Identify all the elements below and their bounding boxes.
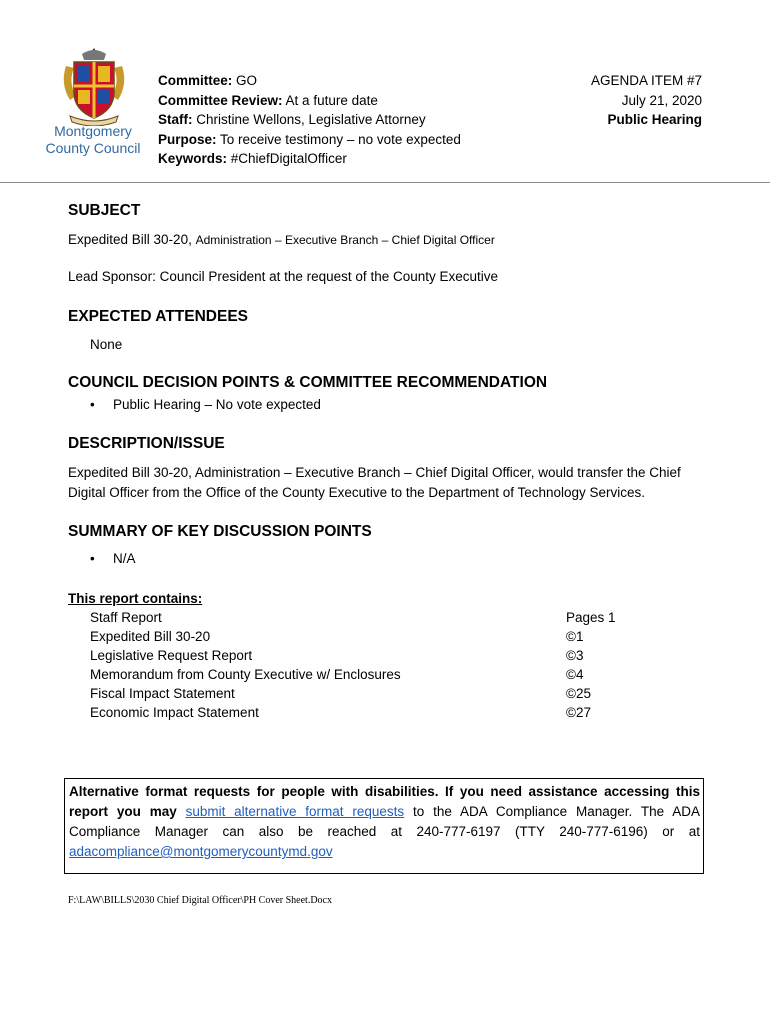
review-label: Committee Review: — [158, 92, 283, 108]
subject-heading: SUBJECT — [68, 202, 141, 219]
keywords-line — [158, 149, 461, 169]
list-item: Fiscal Impact Statement — [90, 686, 235, 701]
decision-heading: COUNCIL DECISION POINTS & COMMITTEE RECOMMENDATION — [68, 374, 548, 391]
committee-value: GO — [232, 73, 258, 88]
staff-line — [158, 110, 461, 130]
description-line-2: Digital Officer from the Office of the County Executive to the Department of Technology Services. — [68, 485, 646, 500]
subject-bill-title: Administration – Executive Branch – Chief Digital Officer — [195, 233, 495, 247]
summary-heading: SUMMARY OF KEY DISCUSSION POINTS — [68, 523, 372, 540]
attendees-value: None — [90, 337, 123, 352]
lead-sponsor: Lead Sponsor: Council President at the request of the County Executive — [68, 269, 499, 284]
description-line-1: Expedited Bill 30-20, Administration – Executive Branch – Chief Digital Officer, would transfer the Chief — [68, 465, 681, 480]
council-name — [40, 123, 146, 157]
page-ref: ©27 — [566, 705, 591, 720]
description-heading: DESCRIPTION/ISSUE — [68, 435, 225, 452]
attendees-heading: EXPECTED ATTENDEES — [68, 308, 248, 325]
agenda-info — [591, 71, 702, 130]
alternative-format-link[interactable]: submit alternative format requests — [185, 804, 405, 819]
report-contents-heading: This report contains: — [68, 591, 203, 606]
decision-bullet — [90, 397, 321, 412]
purpose-label: Purpose: — [158, 131, 217, 147]
staff-value: Christine Wellons, Legislative Attorney — [192, 112, 426, 127]
accessibility-bold-text: Alternative format requests for people with disabilities. If you need assistance accessing this report you may — [69, 784, 700, 819]
agenda-item-number: AGENDA ITEM #7 — [590, 73, 702, 88]
committee-label: Committee: — [158, 73, 233, 88]
report-contents-list — [90, 608, 401, 722]
page-ref: Pages 1 — [566, 610, 616, 625]
list-item: Legislative Request Report — [90, 648, 253, 663]
page-ref: ©4 — [566, 667, 584, 682]
list-item: Staff Report — [90, 610, 162, 625]
ada-email-link[interactable]: adacompliance@montgomerycountymd.gov — [69, 844, 333, 859]
council-name-line-1: Montgomery — [54, 123, 132, 139]
purpose-line — [158, 130, 461, 150]
subject-bill — [68, 230, 495, 250]
page-ref: ©25 — [566, 686, 591, 701]
summary-bullet-text: N/A — [113, 551, 136, 566]
page-ref: ©1 — [566, 629, 584, 644]
decision-bullet-text: Public Hearing – No vote expected — [113, 397, 321, 412]
list-item: Economic Impact Statement — [90, 705, 259, 720]
document-header — [0, 0, 770, 183]
accessibility-contact-text: to the ADA Compliance Manager. The ADA Compliance Manager can also be reached at 240-777-6197 (TTY 240-777-6196) or at — [69, 804, 700, 839]
review-value: At a future date — [282, 92, 378, 108]
purpose-value: To receive testimony – no vote expected — [216, 131, 461, 147]
keywords-label: Keywords: — [158, 151, 228, 166]
county-seal-icon — [56, 44, 132, 126]
list-item: Memorandum from County Executive w/ Enclosures — [90, 667, 401, 682]
summary-bullet — [90, 551, 136, 566]
agenda-date: July 21, 2020 — [621, 92, 702, 108]
meeting-metadata — [158, 71, 461, 169]
accessibility-notice — [64, 778, 704, 874]
file-path: F:\LAW\BILLS\2030 Chief Digital Officer\PH Cover Sheet.Docx — [68, 895, 332, 906]
review-line — [158, 91, 461, 111]
council-name-line-2: County Council — [45, 140, 141, 156]
page-ref: ©3 — [566, 648, 584, 663]
committee-line — [158, 71, 461, 91]
subject-bill-prefix: Expedited Bill 30-20, — [68, 232, 196, 247]
hearing-type: Public Hearing — [607, 112, 702, 127]
staff-label: Staff: — [158, 112, 193, 127]
report-pages-list — [566, 608, 616, 722]
description-text — [68, 463, 681, 503]
keywords-value: #ChiefDigitalOfficer — [227, 151, 347, 166]
list-item: Expedited Bill 30-20 — [90, 629, 211, 644]
